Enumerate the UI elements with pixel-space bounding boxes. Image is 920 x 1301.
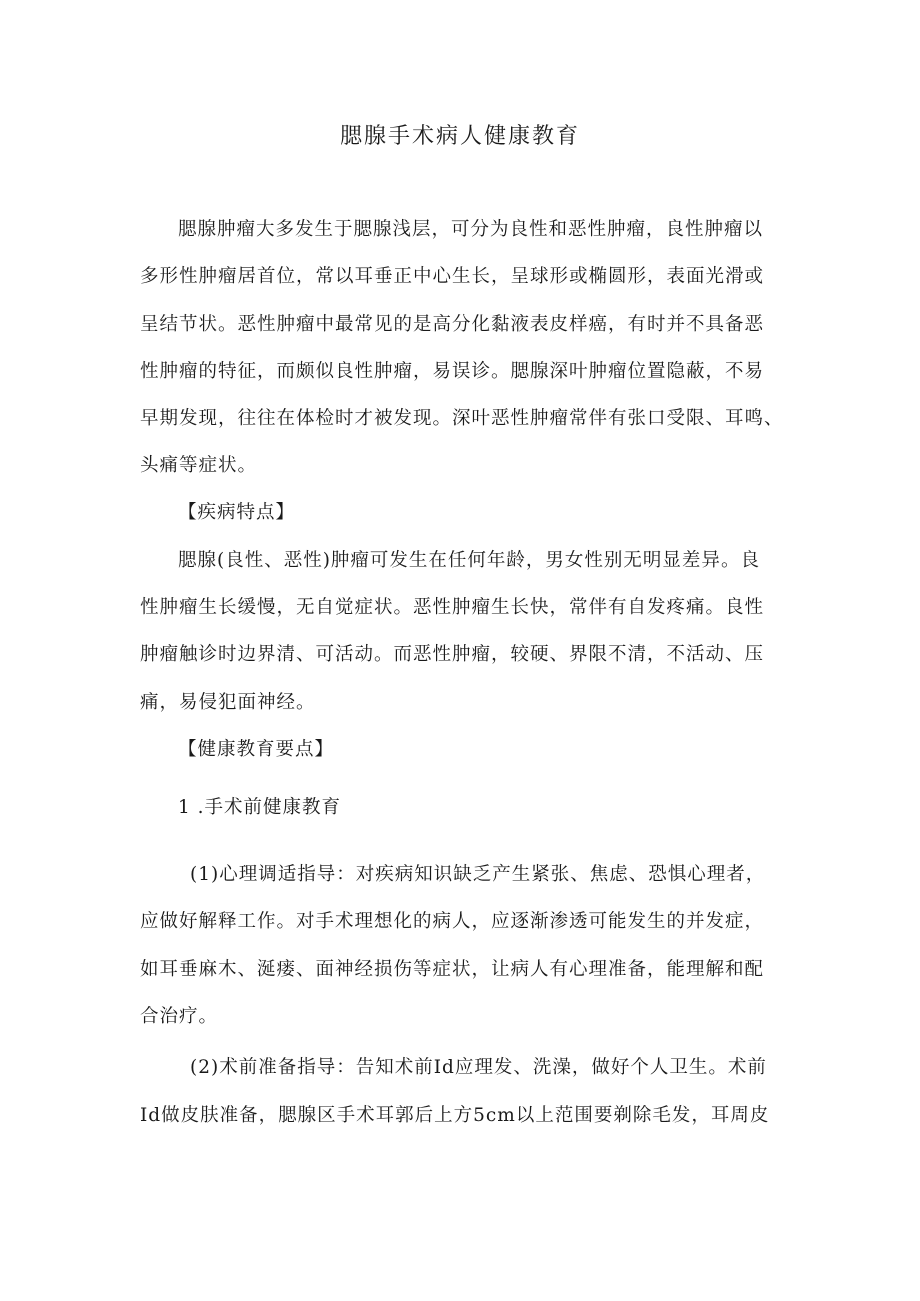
intro-line-5: 早期发现，往往在体检时才被发现。深叶恶性肿瘤常伴有张口受限、耳鸣、: [140, 408, 784, 429]
item1-line-4: 合治疗。: [140, 1006, 219, 1027]
intro-line-4: 性肿瘤的特征，而颇似良性肿瘤，易误诊。腮腺深叶肿瘤位置隐蔽，不易: [140, 361, 765, 382]
item2-line-1: (2)术前准备指导：告知术前Id应理发、洗澡，做好个人卫生。术前: [190, 1057, 767, 1078]
section-heading-education-points: 【健康教育要点】: [178, 739, 335, 760]
section1-line-2: 性肿瘤生长缓慢，无自觉症状。恶性肿瘤生长快，常伴有自发疼痛。良性: [140, 597, 765, 618]
intro-line-2: 多形性肿瘤居首位，常以耳垂正中心生长，呈球形或椭圆形，表面光滑或: [140, 266, 765, 287]
subsection-preop-education: 1 .手术前健康教育: [178, 797, 342, 818]
intro-line-6: 头痛等症状。: [140, 455, 258, 476]
item1-line-2: 应做好解释工作。对手术理想化的病人，应逐渐渗透可能发生的并发症，: [140, 911, 765, 932]
item1-line-3: 如耳垂麻木、涎瘘、面神经损伤等症状，让病人有心理准备，能理解和配: [140, 959, 765, 980]
section1-line-3: 肿瘤触诊时边界清、可活动。而恶性肿瘤，较硬、界限不清，不活动、压: [140, 644, 765, 665]
intro-line-1: 腮腺肿瘤大多发生于腮腺浅层，可分为良性和恶性肿瘤，良性肿瘤以: [178, 219, 764, 240]
item1-line-1: (1)心理调适指导：对疾病知识缺乏产生紧张、焦虑、恐惧心理者，: [190, 864, 766, 885]
section1-line-4: 痛，易侵犯面神经。: [140, 692, 316, 713]
intro-line-3: 呈结节状。恶性肿瘤中最常见的是高分化黏液表皮样癌，有时并不具备恶: [140, 314, 765, 335]
section1-line-1: 腮腺(良性、恶性)肿瘤可发生在任何年龄，男女性别无明显差异。良: [178, 550, 760, 571]
item2-line-2: Id做皮肤准备，腮腺区手术耳郭后上方5cm以上范围要剃除毛发，耳周皮: [140, 1105, 770, 1126]
section-heading-disease-features: 【疾病特点】: [178, 502, 296, 523]
document-title: 腮腺手术病人健康教育: [339, 124, 580, 149]
